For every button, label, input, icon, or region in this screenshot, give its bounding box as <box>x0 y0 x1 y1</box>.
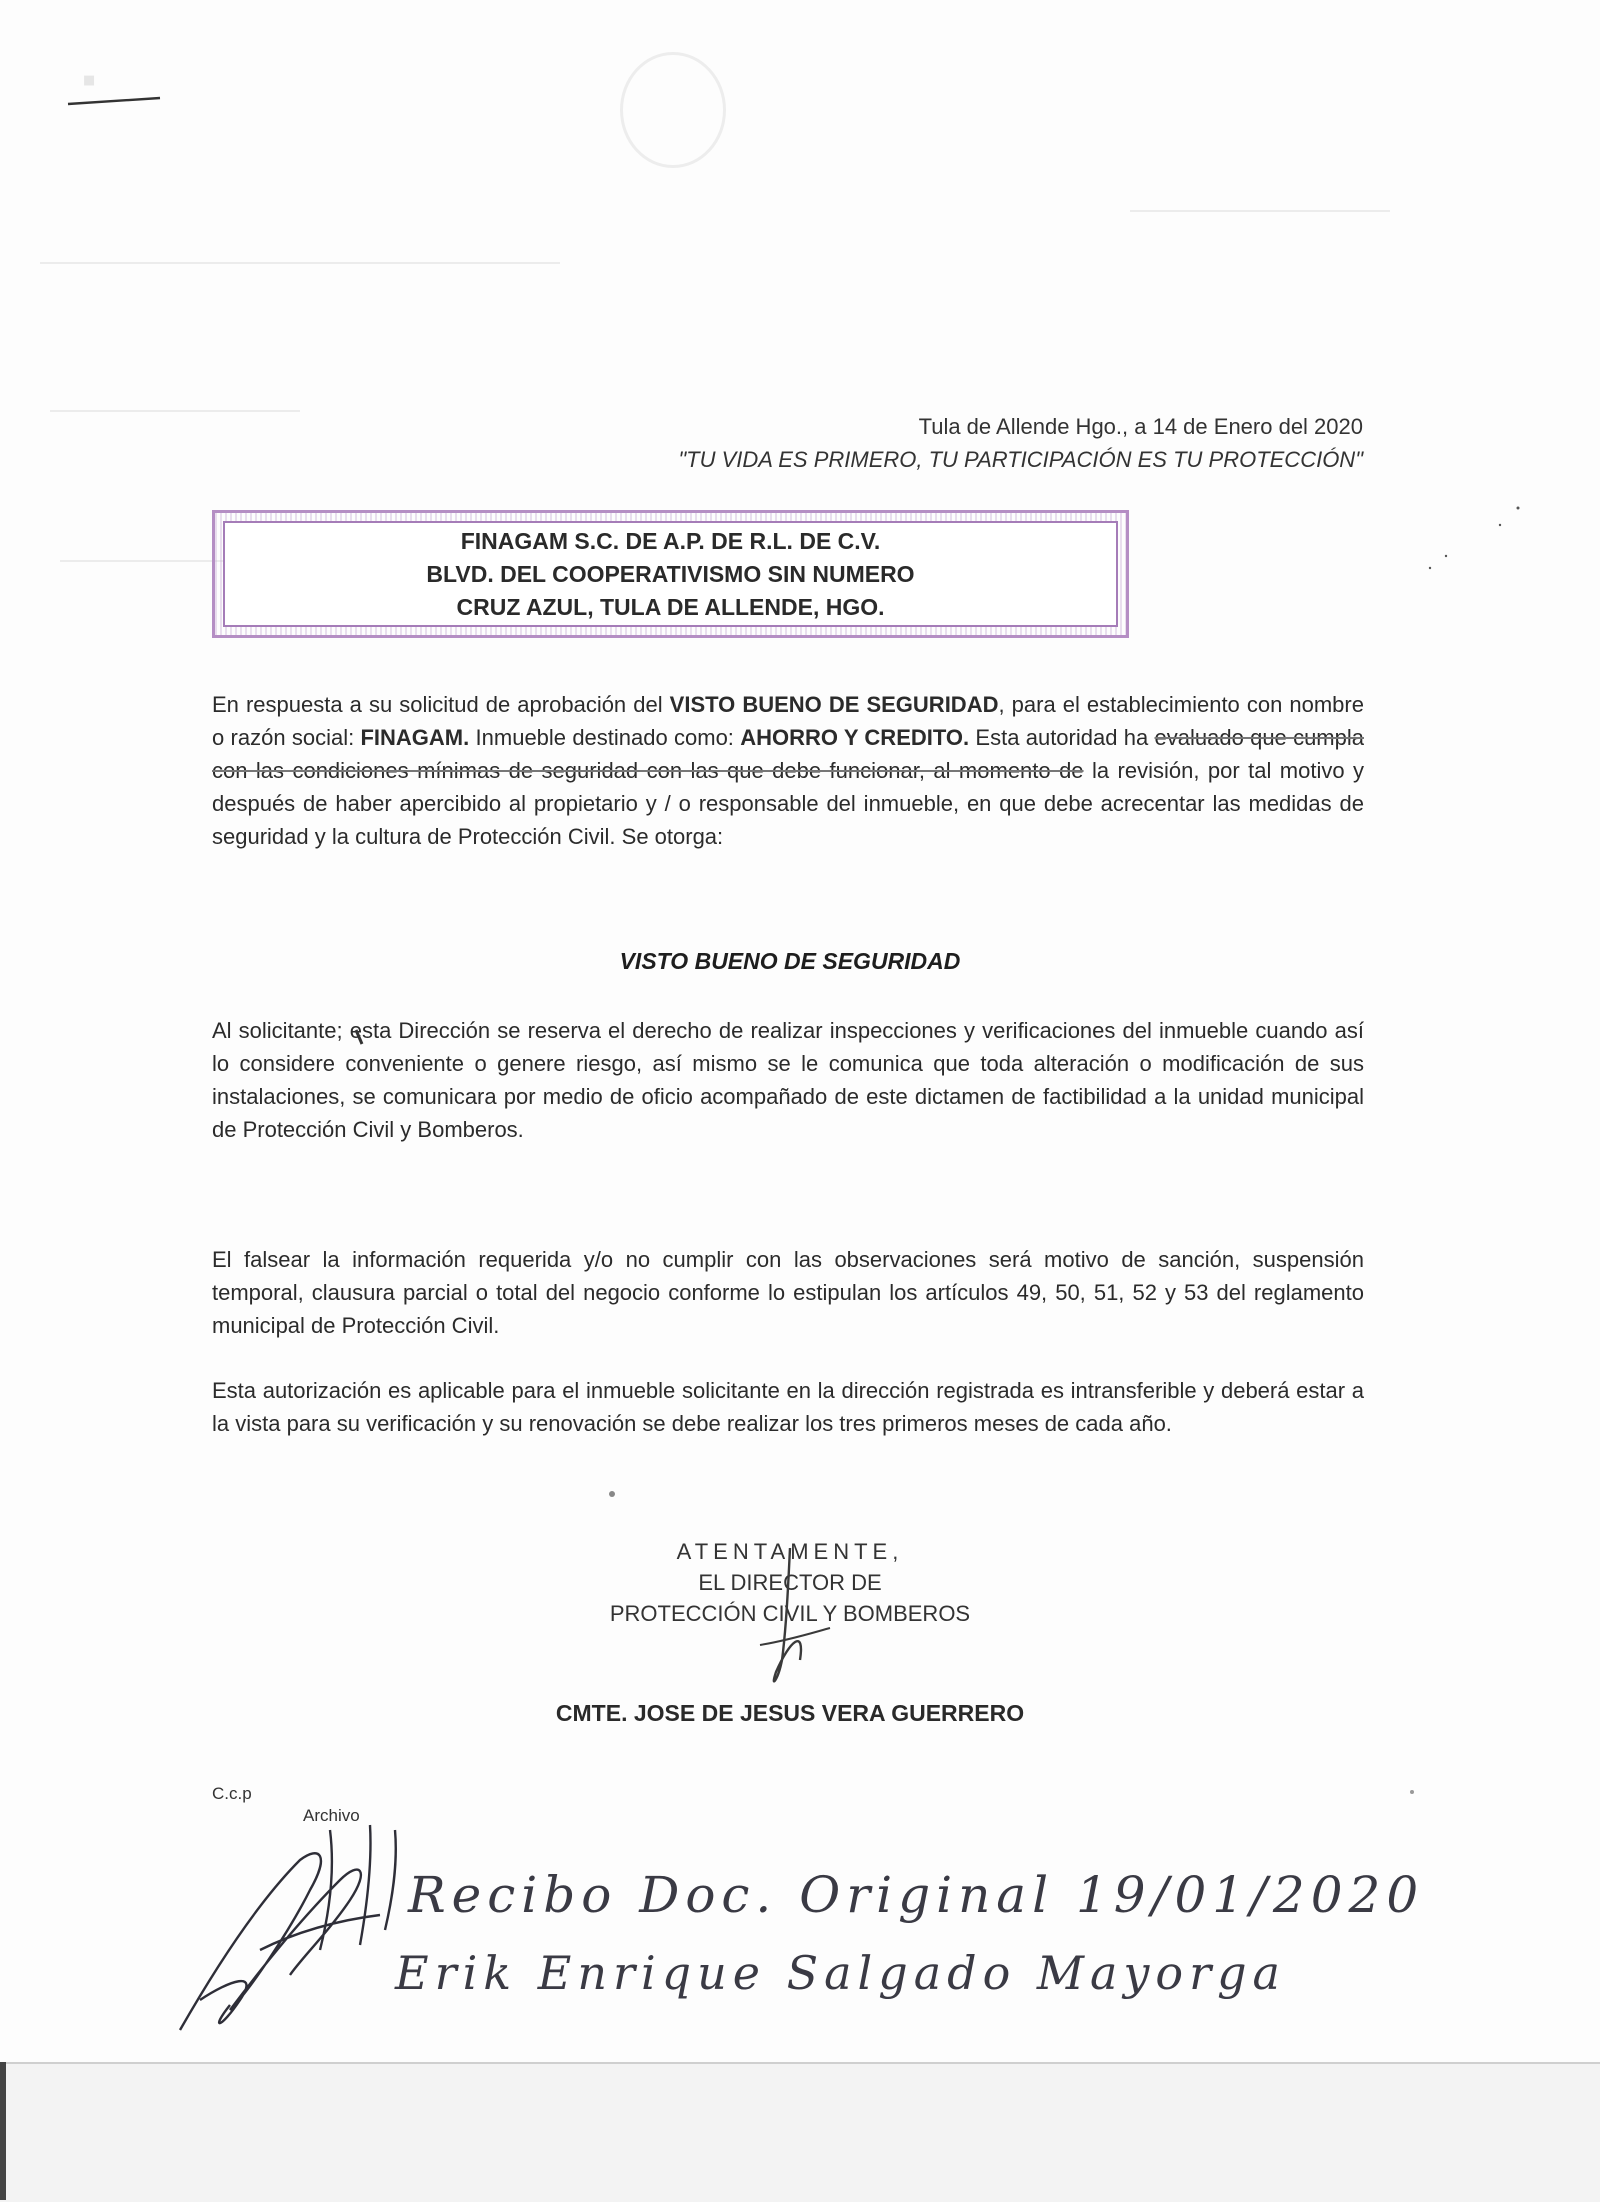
text-span: Inmueble destinado como: <box>469 725 741 750</box>
text-span: En respuesta a su solicitud de aprobación del <box>212 692 670 717</box>
text-span: Esta autoridad ha <box>969 725 1155 750</box>
bleed-through-mark: ▪ <box>82 58 97 102</box>
bleed-through-line <box>40 262 560 264</box>
bold-span: VISTO BUENO DE SEGURIDAD <box>669 692 999 717</box>
letter-header <box>678 410 1363 476</box>
paragraph-authorization: Esta autorización es aplicable para el inmueble solicitante en la dirección registrada es intransferible y deberá estar a la vista para su verificación y su renovación se debe realizar los tres primeros meses de cada año. <box>212 1378 1364 1436</box>
scan-bottom-edge <box>0 2062 1600 2202</box>
bleed-through-seal <box>620 52 726 168</box>
text-span: la revisión, por tal motivo y después de haber apercibido al propietario y / o responsable del inmueble, en que debe acrecentar las medidas de seguridad y la cultura de Protección Civil. Se otorga: <box>212 758 1365 849</box>
bleed-through-line <box>1130 210 1390 212</box>
signer-name: CMTE. JOSE DE JESUS VERA GUERRERO <box>555 1700 1025 1726</box>
bleed-through-line <box>50 410 300 412</box>
paragraph-sanctions: El falsear la información requerida y/o no cumplir con las observaciones será motivo de sanción, suspensión temporal, clausura parcial o total del negocio conforme lo estipulan los artículos 49, 50, 51, 52 y 53 del reglamento municipal de Protección Civil. <box>212 1247 1364 1338</box>
paragraph-reservation: Al solicitante; esta Dirección se reserva el derecho de realizar inspecciones y verificaciones del inmueble cuando así lo considere conveniente o genere riesgo, así mismo se le comunica que toda alteración o modificación de sus instalaciones, se comunicara por medio de oficio acompañado de este dictamen de factibilidad a la unidad municipal de Protección Civil y Bomberos. <box>212 1018 1364 1142</box>
scan-left-edge <box>0 2062 6 2200</box>
closing-role: EL DIRECTOR DE <box>698 1570 882 1595</box>
bold-span: AHORRO Y CREDITO. <box>740 725 970 750</box>
closing-block <box>560 1536 1020 1629</box>
paragraph-request <box>212 688 1364 853</box>
handwritten-receiver-name: Erik Enrique Salgado Mayorga <box>395 1946 1286 2000</box>
motto: "TU VIDA ES PRIMERO, TU PARTICIPACIÓN ES TU PROTECCIÓN" <box>678 447 1363 472</box>
pen-mark-icon <box>66 96 162 106</box>
struck-text: evaluado que cumpla con las condiciones mínimas de seguridad con las que debe funcionar, al momento de <box>212 725 1364 783</box>
archivo-label: Archivo <box>303 1806 360 1825</box>
recipient-name: FINAGAM S.C. DE A.P. DE R.L. DE C.V. <box>460 527 881 554</box>
recipient-box-inner <box>223 521 1118 627</box>
recipient-city: CRUZ AZUL, TULA DE ALLENDE, HGO. <box>456 593 885 620</box>
handwritten-receipt-line: Recibo Doc. Original 19/01/2020 <box>408 1866 1425 1924</box>
recipient-street: BLVD. DEL COOPERATIVISMO SIN NUMERO <box>426 560 915 587</box>
text-span: , para el establecimiento con nombre o razón social: <box>212 692 1364 750</box>
section-title: VISTO BUENO DE SEGURIDAD <box>619 948 961 974</box>
ccp-label: C.c.p <box>212 1784 252 1803</box>
bold-span: FINAGAM. <box>360 725 470 750</box>
recipient-box <box>212 510 1129 638</box>
closing-salutation: ATENTAMENTE, <box>676 1539 904 1564</box>
place-date: Tula de Allende Hgo., a 14 de Enero del 2020 <box>918 414 1363 439</box>
closing-department: PROTECCIÓN CIVIL Y BOMBEROS <box>609 1601 971 1626</box>
